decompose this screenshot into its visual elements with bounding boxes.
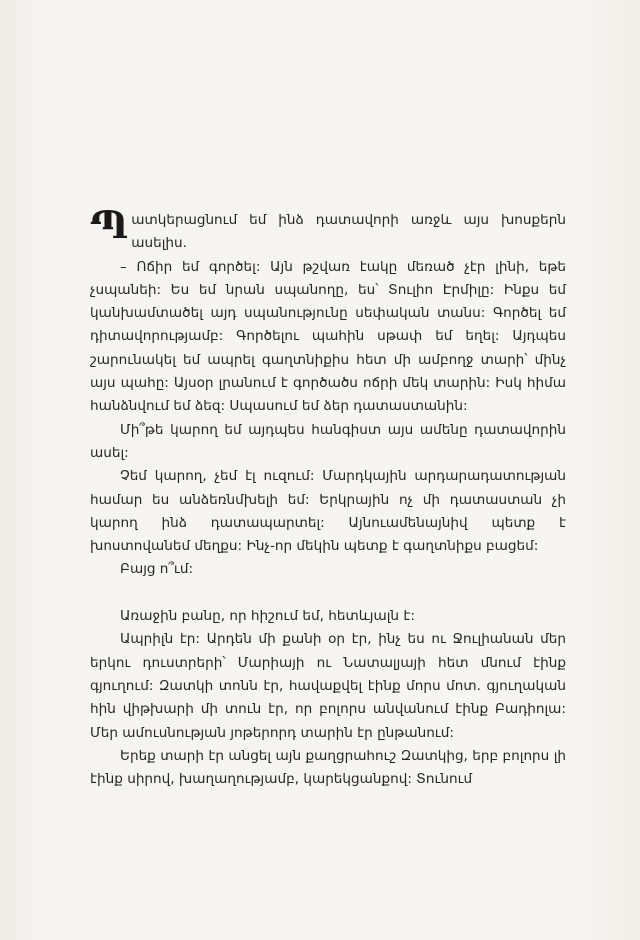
paragraph: Երեք տարի էր անցել այն քաղցրահուշ Զատկից, երբ բոլորս լի էինք սիրով, խաղաղությամբ, կարեկցանքով: Տունում bbox=[90, 747, 566, 788]
opening-paragraph bbox=[90, 203, 566, 256]
drop-cap-letter: Պ bbox=[90, 203, 129, 247]
paragraph: Առաջին բանը, որ հիշում եմ, հետևյալն է: bbox=[120, 608, 415, 625]
section-break bbox=[90, 582, 566, 605]
opening-text: ատկերացնում եմ ինձ դատավորի առջև այս խոսքերն ասելիս. bbox=[131, 212, 566, 252]
paragraph: Մի՞թե կարող եմ այդպես հանգիստ այս ամենը դատավորին ասել: bbox=[90, 421, 566, 461]
paragraph: Բայց ո՞ւմ: bbox=[120, 561, 194, 578]
chapter-text bbox=[90, 203, 566, 791]
paragraph: Չեմ կարող, չեմ էլ ուզում: Մարդկային արդարադատության համար ես անձեռնմխելի եմ: Երկրային ոչ մի դատաստան չի կարող ինձ դատապարտել: Այնուամենայնիվ պետք է խոստովանեմ մեղքս: Ինչ-որ մեկին պետք է գաղտնիքս բացեմ: bbox=[90, 468, 566, 555]
paragraph: Ապրիլն էր: Արդեն մի քանի օր էր, ինչ ես ու Ջուլիանան մեր երկու դուստրերի՝ Մարիայի ու Նատալյայի հետ մնում էինք գյուղում: Զատկի տոնն էր, հավաքվել էինք մորս մոտ. գյուղական հին վիթխարի մի տուն էր, որ բոլորս անվանում էինք Բադիոլա: Մեր ամուսնության յոթերորդ տարին էր ընթանում: bbox=[90, 631, 566, 741]
paragraph: – Ոճիր եմ գործել: Այն թշվառ էակը մեռած չէր լինի, եթե չսպանեի: Ես եմ նրան սպանողը, ես՝ Տուլիո Էրմիլը: Ինքս եմ կանխամտածել այդ սպանությունը սեփական տանս: Գործել եմ դիտավորությամբ: Գործելու պահին սթափ եմ եղել: Այդպես շարունակել եմ ապրել գաղտնիքիս հետ մի ամբողջ տարի՝ մինչ այս պահը: Այսօր լրանում է գործածս ոճրի մեկ տարին: Իսկ հիմա հանձնվում եմ ձեզ: Սպասում եմ ձեր դատաստանին: bbox=[90, 258, 566, 415]
